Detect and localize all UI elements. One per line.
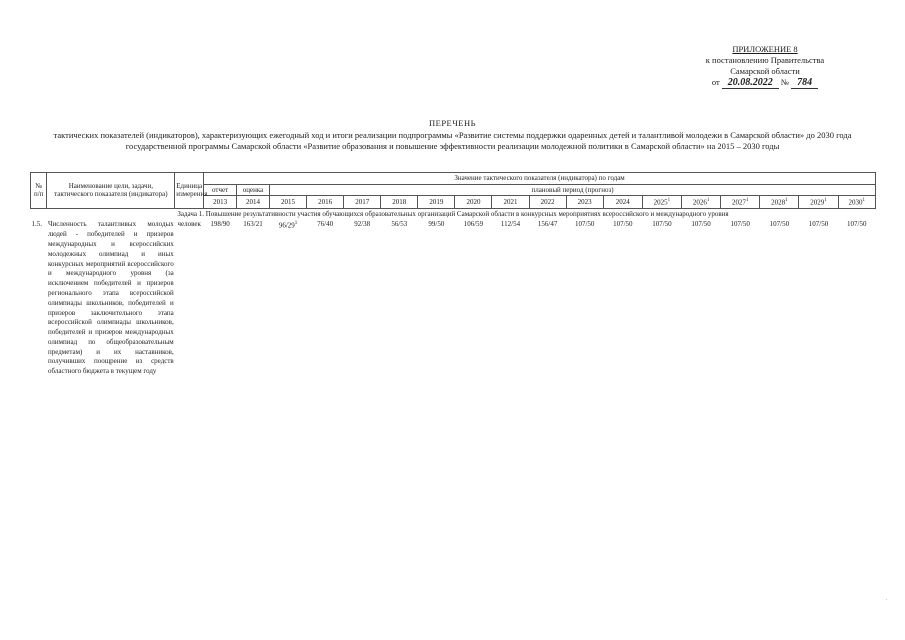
year-label: 2030 bbox=[848, 198, 863, 207]
year-header bbox=[455, 196, 492, 209]
plan-value bbox=[492, 219, 529, 378]
year-header bbox=[682, 196, 721, 209]
header-estimate-year: 2014 bbox=[237, 196, 270, 209]
row-number: 1.5. bbox=[31, 220, 42, 229]
plan-value-text: 76/40 bbox=[317, 220, 334, 229]
year-label: 2027 bbox=[731, 198, 746, 207]
year-footnote-mark: 1 bbox=[862, 198, 866, 203]
year-label: 2018 bbox=[392, 197, 407, 206]
indicator-unit: человек bbox=[177, 220, 201, 229]
appendix-title: ПРИЛОЖЕНИЕ 8 bbox=[732, 44, 798, 54]
year-label: 2023 bbox=[577, 197, 592, 206]
value-2014: 163/21 bbox=[243, 220, 263, 229]
plan-value-text: 107/50 bbox=[652, 220, 672, 229]
indicators-table bbox=[30, 172, 876, 378]
plan-value bbox=[760, 219, 799, 378]
year-header bbox=[307, 196, 344, 209]
document-title: ПЕРЕЧЕНЬ bbox=[429, 118, 476, 128]
appendix-header bbox=[665, 44, 865, 89]
plan-value-text: 99/50 bbox=[428, 220, 445, 229]
year-label: 2029 bbox=[810, 198, 825, 207]
document-subtitle: тактических показателей (индикаторов), характеризующих ежегодный ход и итоги реализации подпрограммы «Развитие системы поддержки одаренных детей и талантливой молодежи в Самарской области» до 2030 года государственной программы Самарской области «Развитие образования и повышение эффективности реализации молодежной политики в Самарской области» на 2015 – 2030 годы bbox=[53, 130, 852, 151]
year-footnote-mark: 1 bbox=[706, 198, 710, 203]
header-unit: Единица измерения bbox=[175, 173, 204, 209]
year-header bbox=[566, 196, 603, 209]
plan-value-text: 107/50 bbox=[730, 220, 750, 229]
plan-value bbox=[566, 219, 603, 378]
appendix-line-2: Самарской области bbox=[730, 66, 800, 76]
header-number: № п/п bbox=[31, 173, 47, 209]
header-report-year: 2013 bbox=[204, 196, 237, 209]
year-label: 2022 bbox=[540, 197, 555, 206]
year-header bbox=[344, 196, 381, 209]
header-values: Значение тактического показателя (индикатора) по годам bbox=[204, 173, 876, 185]
indicator-name: Численность талантливых молодых людей - победителей и призеров международных и всероссийских молодежных олимпиад и иных конкурсных мероприятий всероссийского и международного уровня (за исключением победителей и призеров регионального этапа всероссийской олимпиады школьников, победителей и призеров заключительного этапа всероссийской олимпиады школьников, победителей и призеров международных олимпиад по общеобразовательным предметам) и их наставников, получивших поощрение из средств областного бюджета в текущем году bbox=[47, 220, 174, 376]
year-header bbox=[381, 196, 418, 209]
plan-value bbox=[682, 219, 721, 378]
value-footnote-mark: 1 bbox=[294, 221, 298, 227]
year-footnote-mark: 1 bbox=[667, 198, 671, 203]
year-header bbox=[603, 196, 642, 209]
plan-value-text: 107/50 bbox=[769, 220, 790, 229]
year-label: 2024 bbox=[615, 197, 630, 206]
plan-value bbox=[721, 219, 760, 378]
header-estimate: оценка bbox=[237, 184, 270, 196]
plan-value bbox=[603, 219, 642, 378]
appendix-date-row bbox=[665, 77, 865, 89]
plan-value-text: 107/50 bbox=[847, 220, 867, 229]
plan-value-text: 96/29 bbox=[278, 221, 295, 230]
year-footnote-mark: 1 bbox=[785, 198, 788, 203]
year-label: 2019 bbox=[429, 197, 444, 206]
plan-value bbox=[455, 219, 492, 378]
plan-value bbox=[307, 219, 344, 378]
year-header bbox=[642, 196, 681, 209]
header-name: Наименование цели, задачи, тактического показателя (индикатора) bbox=[47, 173, 175, 209]
task-row bbox=[31, 208, 876, 219]
number-value: 784 bbox=[791, 77, 818, 89]
plan-value-text: 107/50 bbox=[574, 220, 595, 229]
plan-value bbox=[642, 219, 681, 378]
year-header bbox=[760, 196, 799, 209]
plan-value bbox=[838, 219, 875, 378]
plan-value bbox=[529, 219, 566, 378]
plan-value bbox=[418, 219, 455, 378]
year-label: 2016 bbox=[318, 197, 333, 206]
document-heading bbox=[30, 118, 875, 152]
plan-value-text: 92/38 bbox=[354, 220, 371, 229]
value-2013: 198/90 bbox=[210, 220, 230, 229]
header-plan-period: плановый период (прогноз) bbox=[270, 184, 876, 196]
table-row bbox=[31, 219, 876, 378]
year-label: 2021 bbox=[503, 197, 518, 206]
plan-value-text: 112/54 bbox=[500, 220, 521, 229]
year-label: 2025 bbox=[653, 198, 668, 207]
plan-value-text: 156/47 bbox=[537, 220, 558, 229]
plan-value-text: 107/50 bbox=[808, 220, 829, 229]
plan-value-text: 56/53 bbox=[391, 220, 408, 229]
year-header bbox=[721, 196, 760, 209]
task-text: Задача 1. Повышение результативности участия обучающихся образовательных организаций Самарской области в конкурсных мероприятиях всероссийского и международного уровня bbox=[177, 209, 729, 218]
year-label: 2028 bbox=[771, 198, 786, 207]
number-label: № bbox=[780, 77, 790, 87]
appendix-line-1: к постановлению Правительства bbox=[705, 55, 825, 65]
year-header bbox=[270, 196, 307, 209]
plan-value bbox=[270, 219, 307, 378]
year-label: 2015 bbox=[281, 197, 296, 206]
year-label: 2020 bbox=[466, 197, 481, 206]
plan-value-text: 107/50 bbox=[613, 220, 633, 229]
scan-mark: . bbox=[885, 596, 887, 602]
date-value: 20.08.2022 bbox=[722, 77, 779, 89]
plan-value-text: 107/50 bbox=[691, 220, 711, 229]
plan-value-text: 106/59 bbox=[463, 220, 484, 229]
year-header bbox=[418, 196, 455, 209]
plan-value bbox=[344, 219, 381, 378]
header-report: отчет bbox=[204, 184, 237, 196]
year-footnote-mark: 1 bbox=[824, 198, 827, 203]
year-header bbox=[838, 196, 875, 209]
year-header bbox=[529, 196, 566, 209]
year-header bbox=[799, 196, 838, 209]
plan-value bbox=[381, 219, 418, 378]
year-footnote-mark: 1 bbox=[745, 198, 749, 203]
plan-value bbox=[799, 219, 838, 378]
year-header bbox=[492, 196, 529, 209]
from-label: от bbox=[711, 77, 720, 87]
year-label: 2026 bbox=[692, 198, 707, 207]
year-label: 2017 bbox=[355, 197, 370, 206]
